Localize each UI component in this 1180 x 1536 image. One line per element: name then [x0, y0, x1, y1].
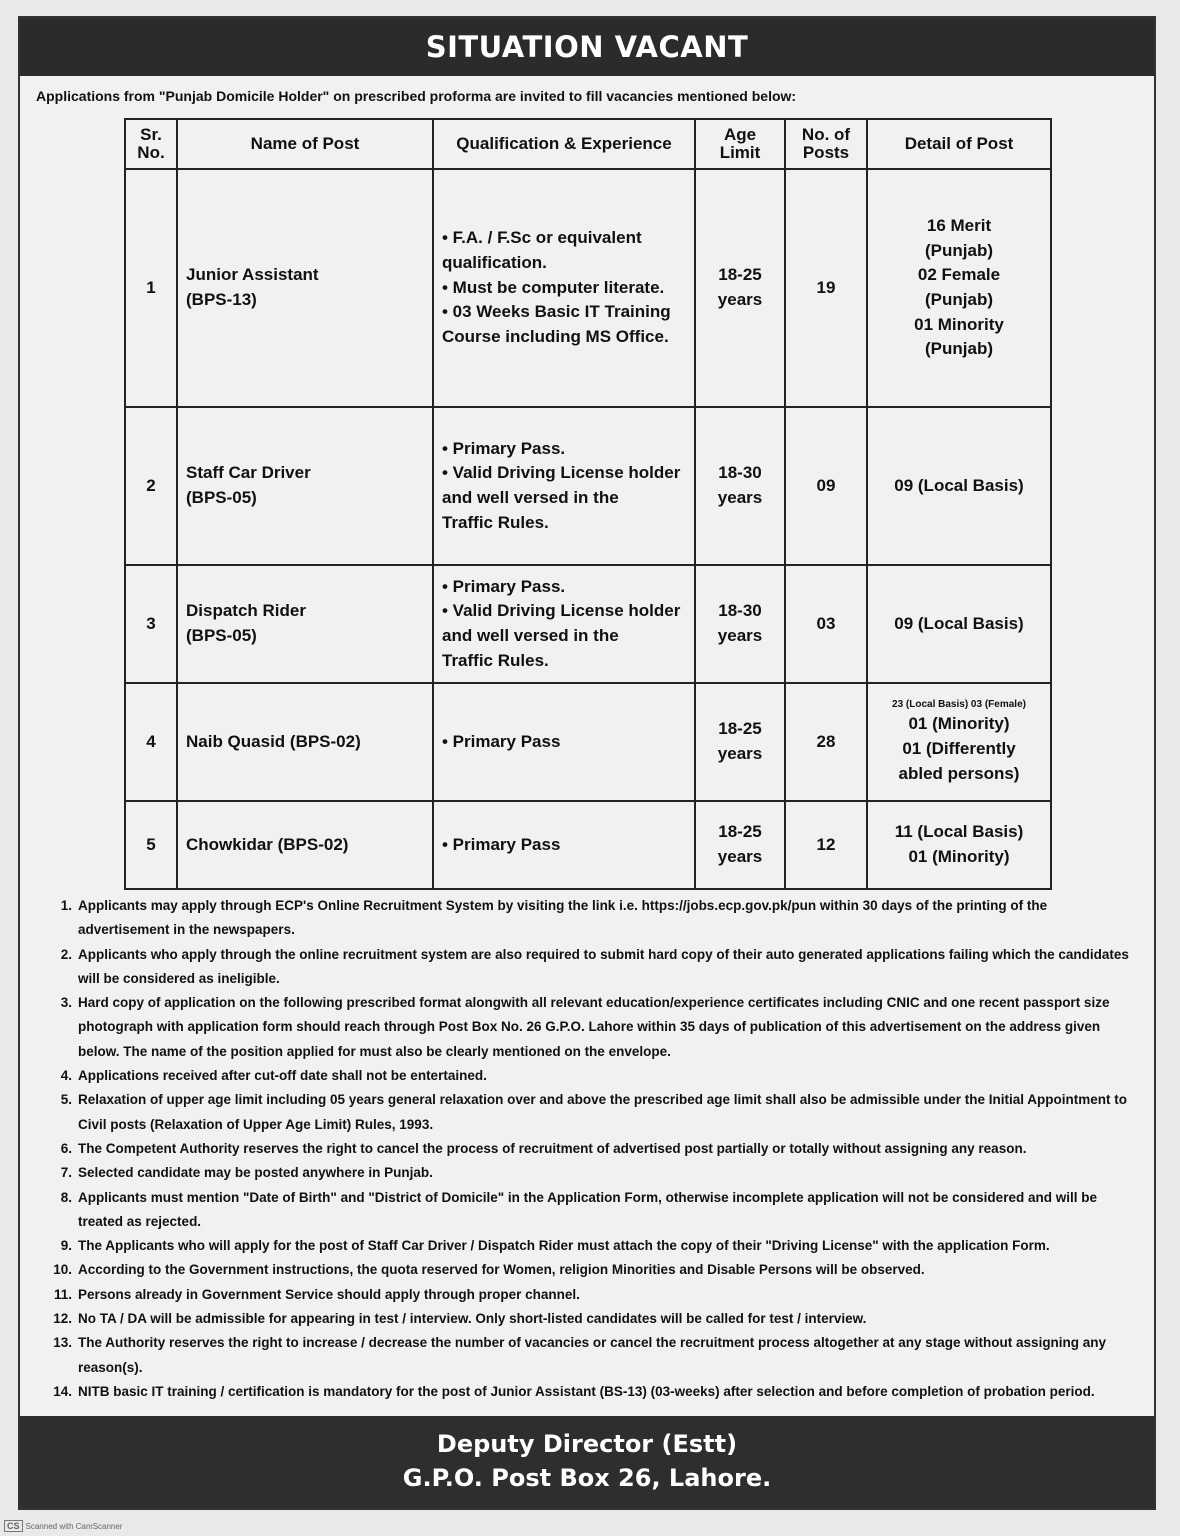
cell-qualification — [433, 565, 695, 683]
list-item — [46, 894, 1136, 943]
table-header-row — [125, 119, 1051, 169]
cell-sr-no — [125, 801, 177, 889]
list-item — [46, 1307, 1136, 1331]
cell-post-name — [177, 407, 433, 565]
age-range-text: 18-30 — [718, 601, 762, 621]
detail-line-text: (Punjab) — [925, 240, 993, 260]
list-item — [46, 1137, 1136, 1161]
num-posts-text: 03 — [816, 613, 836, 633]
contact-footer — [20, 1416, 1154, 1508]
age-unit-text: years — [717, 488, 763, 507]
note-text: No TA / DA will be admissible for appearing in test / interview. Only short-listed candidates will be called for test / interview. — [78, 1311, 867, 1327]
note-number: 9. — [60, 1238, 72, 1254]
age-unit-text: years — [717, 290, 763, 309]
note-number: 10. — [53, 1262, 72, 1278]
list-item — [46, 1186, 1136, 1235]
post-name-text: Chowkidar (BPS-02) — [186, 834, 349, 854]
col-header-num: No. of Posts — [785, 119, 867, 169]
list-item — [46, 1161, 1136, 1185]
table-row — [125, 565, 1051, 683]
qualification-line: • F.A. / F.Sc or equivalent — [442, 228, 642, 248]
cell-post-name — [177, 169, 433, 407]
post-scale-text: (BPS-05) — [186, 626, 257, 645]
cell-post-detail — [867, 169, 1051, 407]
intro-text: Applications from "Punjab Domicile Holder" on prescribed proforma are invited to fill vacancies mentioned below: — [36, 88, 797, 104]
cell-post-name — [177, 801, 433, 889]
age-unit-text: years — [717, 626, 763, 645]
cell-qualification — [433, 683, 695, 801]
note-number: 2. — [60, 946, 72, 962]
cell-age-limit — [695, 565, 785, 683]
cell-sr-no — [125, 169, 177, 407]
cell-post-detail — [867, 683, 1051, 801]
cell-sr-no — [125, 683, 177, 801]
qualification-line: Traffic Rules. — [442, 650, 549, 670]
col-header-sr: Sr. No. — [125, 119, 177, 169]
note-text: The Authority reserves the right to increase / decrease the number of vacancies or cancel the recruitment process altogether at any stage without assigning any reason(s). — [78, 1335, 1107, 1375]
table-row — [125, 801, 1051, 889]
list-item — [46, 1283, 1136, 1307]
cell-age-limit — [695, 407, 785, 565]
qualification-line: • 03 Weeks Basic IT Training — [442, 302, 671, 322]
num-posts-text: 12 — [816, 834, 836, 854]
sr-no-text: 2 — [146, 475, 156, 495]
note-text: Selected candidate may be posted anywhere in Punjab. — [78, 1165, 433, 1181]
qualification-line: • Primary Pass — [442, 834, 561, 854]
vacancy-table — [124, 118, 1052, 890]
note-text: The Competent Authority reserves the right to cancel the process of recruitment of advertised post partially or totally without assigning any reason. — [78, 1140, 1027, 1156]
list-item — [46, 1064, 1136, 1088]
qualification-line: and well versed in the — [442, 626, 619, 645]
cell-num-posts — [785, 683, 867, 801]
cell-num-posts — [785, 565, 867, 683]
detail-line-text: 16 Merit — [926, 216, 992, 236]
detail-line-text: 09 (Local Basis) — [894, 475, 1024, 495]
post-name-text: Junior Assistant — [186, 265, 319, 285]
col-header-post: Name of Post — [177, 119, 433, 169]
cell-post-detail — [867, 565, 1051, 683]
note-number: 5. — [60, 1092, 72, 1108]
scanner-watermark — [4, 1520, 122, 1532]
cell-qualification — [433, 407, 695, 565]
cell-sr-no — [125, 565, 177, 683]
age-range-text: 18-25 — [718, 265, 762, 285]
note-number: 13. — [53, 1335, 72, 1351]
post-scale-text: (BPS-05) — [186, 488, 257, 507]
note-number: 4. — [60, 1068, 72, 1084]
camscanner-icon: CS — [4, 1520, 23, 1532]
detail-line-text: 01 Minority — [914, 314, 1004, 334]
qualification-line: • Primary Pass. — [442, 438, 566, 458]
note-number: 1. — [60, 898, 72, 913]
cell-num-posts — [785, 801, 867, 889]
age-unit-text: years — [717, 847, 763, 866]
num-posts-text: 28 — [816, 731, 836, 751]
note-text: Applicants must mention "Date of Birth" and "District of Domicile" in the Application Form, otherwise incomplete application will not be considered and will be treated as rejected. — [78, 1189, 1097, 1229]
detail-line-text: (Punjab) — [925, 339, 993, 359]
cell-qualification — [433, 169, 695, 407]
note-number: 3. — [60, 995, 72, 1011]
sr-no-text: 3 — [146, 613, 156, 633]
num-posts-text: 19 — [816, 277, 836, 297]
num-posts-text: 09 — [816, 475, 836, 495]
advertisement-sheet — [18, 16, 1156, 1510]
table-row — [125, 683, 1051, 801]
cell-post-name — [177, 683, 433, 801]
list-item — [46, 991, 1136, 1064]
list-item — [46, 943, 1136, 992]
post-name-text: Staff Car Driver — [186, 463, 311, 483]
instructions-list — [46, 894, 1136, 1404]
note-text: Relaxation of upper age limit including 05 years general relaxation over and above the prescribed age limit shall also be admissible under the Initial Appointment to Civil posts (Relaxation of Upper Age Limit) Rules, 1993. — [78, 1092, 1128, 1132]
note-text: The Applicants who will apply for the post of Staff Car Driver / Dispatch Rider must attach the copy of their "Driving License" with the application Form. — [78, 1238, 1050, 1254]
cell-age-limit — [695, 683, 785, 801]
cell-post-name — [177, 565, 433, 683]
page-title: SITUATION VACANT — [20, 18, 1154, 76]
detail-line-text: 01 (Minority) — [908, 714, 1010, 734]
detail-line-text: 01 (Differently — [902, 738, 1016, 758]
note-text: Persons already in Government Service should apply through proper channel. — [78, 1286, 580, 1302]
detail-line-text: 11 (Local Basis) — [894, 822, 1024, 842]
detail-line-text: (Punjab) — [925, 290, 993, 309]
post-name-text: Dispatch Rider — [186, 601, 306, 621]
note-text: Hard copy of application on the following prescribed format alongwith all relevant education/experience certificates including CNIC and one recent passport size photograph with application form should reach through Post Box No. 26 G.P.O. Lahore within 35 days of publication of this advertisement on the address given below. The name of the position applied for must also be clearly mentioned on the envelope. — [78, 995, 1110, 1059]
note-number: 7. — [60, 1165, 72, 1181]
sr-no-text: 4 — [146, 731, 156, 751]
list-item — [46, 1380, 1136, 1404]
list-item — [46, 1088, 1136, 1137]
cell-age-limit — [695, 169, 785, 407]
cell-age-limit — [695, 801, 785, 889]
cell-qualification — [433, 801, 695, 889]
note-number: 6. — [60, 1140, 72, 1156]
col-header-qual: Qualification & Experience — [433, 119, 695, 169]
qualification-line: qualification. — [442, 253, 547, 273]
note-text: NITB basic IT training / certification is mandatory for the post of Junior Assistant (BS-13) (03-weeks) after selection and before completion of probation period. — [78, 1383, 1095, 1399]
detail-small-text: 23 (Local Basis) 03 (Female) — [892, 698, 1026, 710]
post-scale-text: (BPS-13) — [186, 290, 257, 309]
note-text: According to the Government instructions, the quota reserved for Women, religion Minorities and Disable Persons will be observed. — [78, 1262, 925, 1278]
col-header-detail: Detail of Post — [867, 119, 1051, 169]
cell-sr-no — [125, 407, 177, 565]
qualification-line: Course including MS Office. — [442, 326, 669, 346]
qualification-line: • Primary Pass — [442, 731, 561, 751]
list-item — [46, 1331, 1136, 1380]
note-text: Applicants may apply through ECP's Online Recruitment System by visiting the link i.e. https://jobs.ecp.gov.pk/pun within 30 days of the printing of the advertisement in the newspapers. — [78, 898, 1048, 938]
detail-line-text: 01 (Minority) — [908, 847, 1010, 866]
detail-line-text: abled persons) — [898, 763, 1020, 783]
qualification-line: • Primary Pass. — [442, 576, 566, 596]
post-name-text: Naib Quasid (BPS-02) — [186, 731, 361, 751]
qualification-line: • Must be computer literate. — [442, 277, 665, 297]
detail-line-text: 09 (Local Basis) — [894, 613, 1024, 633]
note-number: 8. — [60, 1189, 72, 1205]
list-item — [46, 1234, 1136, 1258]
note-number: 12. — [53, 1311, 72, 1327]
cell-post-detail — [867, 407, 1051, 565]
sr-no-text: 1 — [146, 277, 156, 297]
note-number: 11. — [53, 1286, 72, 1302]
note-text: Applicants who apply through the online recruitment system are also required to submit hard copy of their auto generated applications failing which the candidates will be considered as ineligible. — [78, 946, 1129, 986]
note-text: Applications received after cut-off date shall not be entertained. — [78, 1068, 487, 1084]
scanner-watermark-text: Scanned with CamScanner — [25, 1521, 123, 1531]
footer-address: G.P.O. Post Box 26, Lahore. — [402, 1464, 772, 1492]
col-header-age: Age Limit — [695, 119, 785, 169]
footer-officer: Deputy Director (Estt) — [436, 1430, 738, 1458]
qualification-line: Traffic Rules. — [442, 512, 549, 532]
age-unit-text: years — [717, 744, 763, 763]
cell-post-detail — [867, 801, 1051, 889]
note-number: 14. — [53, 1383, 72, 1399]
age-range-text: 18-25 — [718, 822, 762, 842]
detail-line-text: 02 Female — [917, 265, 1001, 285]
table-row — [125, 169, 1051, 407]
table-row — [125, 407, 1051, 565]
cell-num-posts — [785, 407, 867, 565]
cell-num-posts — [785, 169, 867, 407]
list-item — [46, 1258, 1136, 1282]
age-range-text: 18-30 — [718, 463, 762, 483]
sr-no-text: 5 — [146, 834, 156, 854]
age-range-text: 18-25 — [718, 719, 762, 739]
qualification-line: • Valid Driving License holder — [442, 463, 681, 483]
qualification-line: • Valid Driving License holder — [442, 601, 681, 621]
qualification-line: and well versed in the — [442, 488, 619, 507]
